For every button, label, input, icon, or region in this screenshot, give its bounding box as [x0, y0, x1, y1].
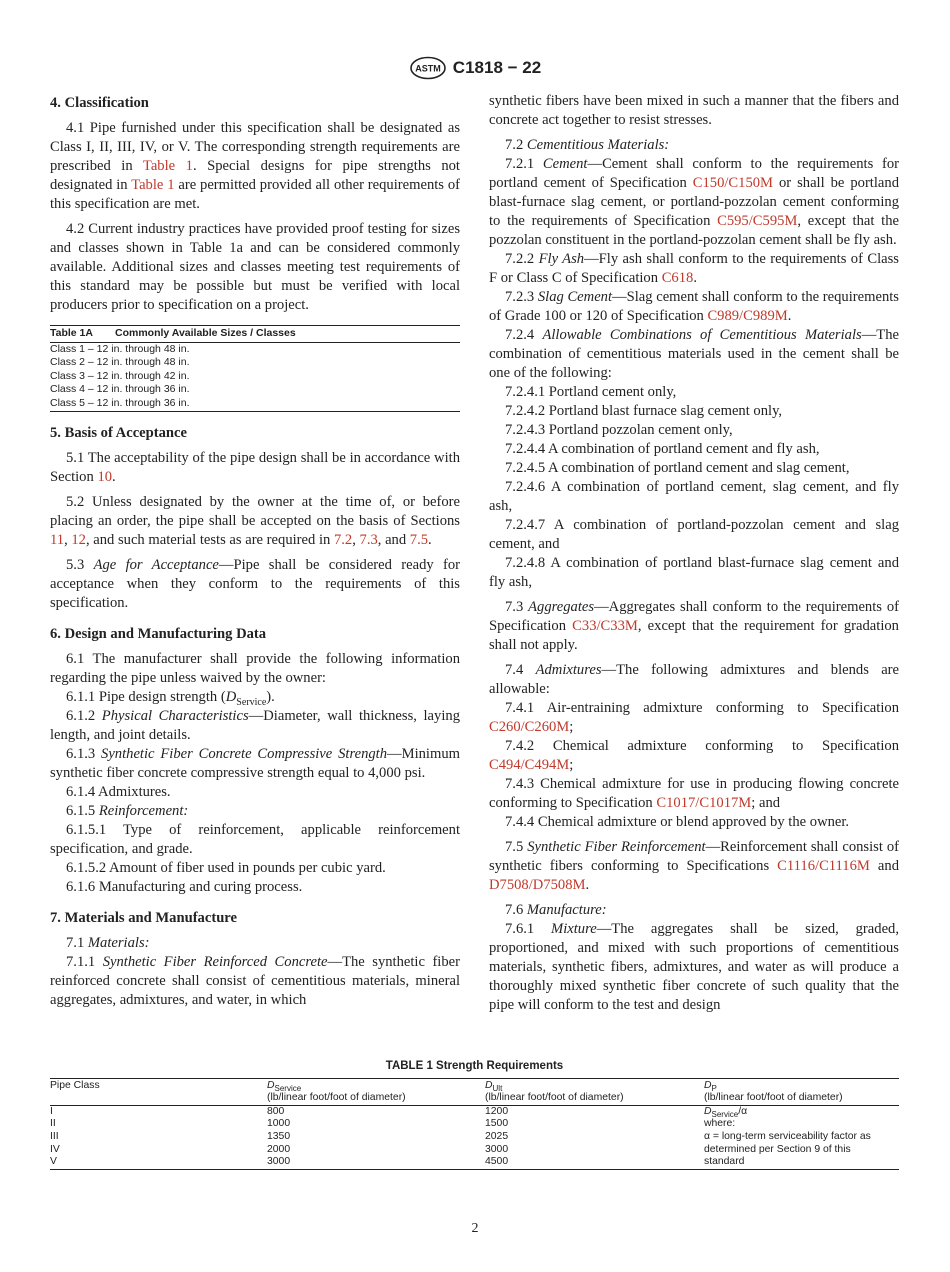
list-item: 7.2.4.3 Portland pozzolan cement only, [505, 422, 733, 438]
para-6-1-3: 6.1.3 Synthetic Fiber Concrete Compressive Strength—Minimum synthetic fiber concrete compressive strength equal to 4,000 psi. [50, 745, 460, 781]
para-6-1-2: 6.1.2 Physical Characteristics—Diameter, wall thickness, laying length, and joint details. [50, 707, 460, 743]
spec-c494-link[interactable]: C494/C494M [489, 757, 570, 773]
para-7-6: 7.6 Manufacture: [505, 902, 607, 918]
column-header: $D_{Ult}$ (lb/linear foot/foot of diameter) [485, 1078, 704, 1105]
section-11-link[interactable]: 11 [50, 531, 65, 548]
left-column [50, 92, 460, 1010]
para-5-3: 5.3 Age for Acceptance—Pipe shall be considered ready for acceptance when they conform to the requirements of this specification. [50, 556, 461, 611]
para-7-1: 7.1 Materials: [66, 934, 150, 951]
para-6-1-5-1: 6.1.5.1 Type of reinforcement, applicable reinforcement specification, and grade. [50, 821, 460, 857]
para-7-2-4: 7.2.4 Allowable Combinations of Cementitious Materials—The combination of cementitious materials used in the cement shall be one of the following: [489, 327, 899, 381]
para-7-2-3: 7.2.3 Slag Cement—Slag cement shall conform to the requirements of Grade 100 or 120 of Specification C989/C989M. [489, 289, 899, 324]
table-row: II 1000 1500 where: [50, 1118, 736, 1130]
section-12-link[interactable]: 12 [71, 531, 86, 548]
section-5-heading: 5. Basis of Acceptance [50, 424, 188, 441]
section-10-link[interactable]: 10 [97, 468, 113, 485]
spec-c989-link[interactable]: C989/C989M [707, 308, 788, 324]
spec-c150-link[interactable]: C150/C150M [692, 175, 774, 191]
table-1 [50, 1060, 899, 1170]
column-header: $D_P$ (lb/linear foot/foot of diameter) [704, 1078, 899, 1105]
para-5-1: 5.1 The acceptability of the pipe design shall be in accordance with Section 10. [50, 449, 460, 485]
standard-designation: C1818 − 22 [452, 58, 542, 77]
table-row: Class 5 – 12 in. through 36 in. [50, 396, 190, 409]
para-7-4-4: 7.4.4 Chemical admixture or blend approved by the owner. [505, 814, 850, 830]
table-row: III 1350 2025 α = long-term serviceability factor as [50, 1130, 871, 1142]
list-item: 7.2.4.8 A combination of portland blast-furnace slag cement and fly ash, [489, 555, 899, 590]
para-6-1-1: 6.1.1 Pipe design strength $(D_{Service})$. [66, 688, 275, 708]
spec-c595-link[interactable]: C595/C595M [717, 213, 798, 229]
para-6-1: 6.1 The manufacturer shall provide the following information regarding the pipe unless waived by the owner: [50, 650, 460, 686]
table-row: Class 1 – 12 in. through 48 in. [50, 342, 190, 355]
table-1a-header: Table 1A Commonly Available Sizes / Classes [50, 326, 460, 343]
list-item: 7.2.4.2 Portland blast furnace slag cement only, [505, 403, 783, 419]
list-item: 7.2.4.4 A combination of portland cement and fly ash, [505, 441, 820, 457]
table-row: I 800 1200 $D_{Service}/\alpha$ [50, 1105, 748, 1119]
para-6-1-4: 6.1.4 Admixtures. [66, 783, 171, 800]
list-item: 7.2.4.1 Portland cement only, [505, 384, 677, 400]
page-header [0, 56, 950, 80]
table-row: Class 2 – 12 in. through 48 in. [50, 356, 190, 369]
list-item: 7.2.4.5 A combination of portland cement and slag cement, [505, 460, 850, 476]
para-7-2: 7.2 Cementitious Materials: [505, 137, 670, 153]
spec-c1017-link[interactable]: C1017/C1017M [656, 795, 752, 811]
page-number: 2 [471, 1221, 479, 1236]
para-7-4-2: 7.4.2 Chemical admixture conforming to Specification C494/C494M; [489, 738, 899, 773]
astm-logo-icon [409, 56, 447, 80]
para-6-1-6: 6.1.6 Manufacturing and curing process. [66, 878, 303, 895]
para-7-4: 7.4 Admixtures—The following admixtures and blends are allowable: [489, 662, 900, 697]
table-1-caption: TABLE 1 Strength Requirements [385, 1060, 564, 1072]
strength-requirements-table [50, 1078, 899, 1170]
para-6-1-5: 6.1.5 Reinforcement: [66, 802, 189, 819]
section-7-5-link[interactable]: 7.5 [409, 531, 429, 548]
table-row: Class 4 – 12 in. through 36 in. [50, 383, 190, 396]
para-7-2-1: 7.2.1 Cement—Cement shall conform to the requirements for portland cement of Specification C150/C150M or shall be portland blast-furnace slag cement, or portland-pozzolan cement conforming to the requirements of Specification C595/C595M, except that the pozzolan constituent in the portland-pozzolan cement shall be fly ash. [489, 156, 899, 248]
spec-c260-link[interactable]: C260/C260M [489, 719, 570, 735]
para-6-1-5-2: 6.1.5.2 Amount of fiber used in pounds per cubic yard. [66, 859, 386, 876]
spec-c1116-link[interactable]: C1116/C1116M [777, 858, 870, 874]
spec-d7508-link[interactable]: D7508/D7508M [489, 877, 586, 893]
spec-c33-link[interactable]: C33/C33M [572, 618, 638, 634]
spec-c618-link[interactable]: C618 [661, 270, 694, 286]
para-5-2: 5.2 Unless designated by the owner at the time of, or before placing an order, the pipe shall be accepted on the basis of Sections 11, 12, and such material tests as are required in 7.2, 7.3, and 7.5. [50, 493, 460, 548]
para-4-1: 4.1 Pipe furnished under this specification shall be designated as Class I, II, III, IV, or V. The corresponding strength requirements are prescribed in Table 1. Special designs for pipe strengths not designated in Table 1 are permitted provided all other requirements of this specification are met. [50, 120, 460, 212]
section-4-heading: 4. Classification [50, 95, 149, 111]
section-7-heading: 7. Materials and Manufacture [50, 909, 237, 926]
para-7-4-1: 7.4.1 Air-entraining admixture conforming to Specification C260/C260M; [489, 700, 899, 735]
table-row: Class 3 – 12 in. through 42 in. [50, 369, 190, 382]
section-6-heading: 6. Design and Manufacturing Data [50, 625, 267, 642]
section-7-3-link[interactable]: 7.3 [359, 531, 378, 548]
right-column [489, 92, 899, 1015]
para-7-6-1: 7.6.1 Mixture—The aggregates shall be sized, graded, proportioned, and mixed with such proportions of cementitious materials, synthetic fibers, admixtures, and water as will produce a thoroughly mixed synthetic fiber concrete of such quality that the pipe will conform to the test and design [489, 921, 899, 1013]
column-header: Pipe Class [50, 1078, 267, 1105]
table-1-link[interactable]: Table 1 [131, 177, 175, 193]
table-1a [50, 325, 460, 412]
para-7-2-2: 7.2.2 Fly Ash—Fly ash shall conform to the requirements of Class F or Class C of Specification C618. [489, 251, 899, 286]
section-7-2-link[interactable]: 7.2 [333, 531, 353, 548]
para-7-3: 7.3 Aggregates—Aggregates shall conform to the requirements of Specification C33/C33M, except that the requirement for gradation shall not apply. [489, 599, 899, 653]
list-item: 7.2.4.6 A combination of portland cement, slag cement, and fly ash, [489, 479, 899, 514]
para-7-1-1: 7.1.1 Synthetic Fiber Reinforced Concrete—The synthetic fiber reinforced concrete shall consist of cementitious materials, mineral aggregates, admixtures, and water, in which [50, 953, 460, 1008]
para-4-2: 4.2 Current industry practices have provided proof testing for sizes and classes shown in Table 1a and can be considered commonly available. Additional sizes and classes meeting test requirements of this standard may be possible but must be verified with local producers prior to specification on a project. [50, 221, 460, 313]
para-7-4-3: 7.4.3 Chemical admixture for use in producing flowing concrete conforming to Specification C1017/C1017M; and [489, 776, 899, 811]
column-header: $D_{Service}$ (lb/linear foot/foot of diameter) [267, 1078, 485, 1105]
table-1-link[interactable]: Table 1 [142, 158, 193, 174]
para-7-1-1-continued: synthetic fibers have been mixed in such a manner that the fibers and concrete act together to resist stresses. [489, 93, 899, 128]
svg-text:ASTM: ASTM [415, 63, 441, 74]
table-row: V 3000 4500 standard [50, 1156, 745, 1168]
list-item: 7.2.4.7 A combination of portland-pozzolan cement and slag cement, and [489, 517, 899, 552]
para-7-5: 7.5 Synthetic Fiber Reinforcement—Reinforcement shall consist of synthetic fibers conforming to Specifications C1116/C1116M and D7508/D7508M. [489, 839, 900, 893]
table-row: IV 2000 3000 determined per Section 9 of this [50, 1143, 851, 1155]
